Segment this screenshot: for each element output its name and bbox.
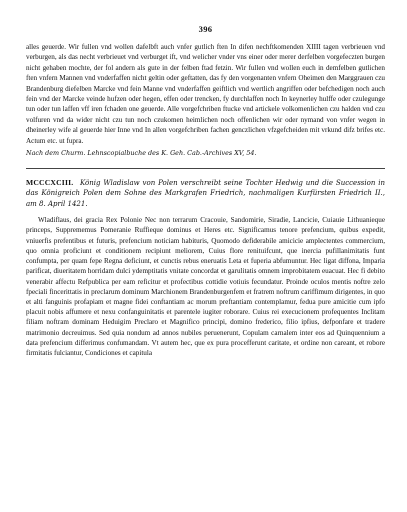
upper-text-paragraph: alles geuerde. Wir fullen vnd wollen dafelbft auch vnfer gutlich ften In difen nechftkomenden XIIII tagen verbrieuen vnd verburgen, als das necht verbrieuet vnd verburget ift, vnd welicher vnder vns einer oder merer derfelben vorgefeczten burgen nicht gehaben mochte, der fol andern als gute in der felben ftad fetzin. Wir fullen vnd wollen euch in demfelben gutlichen ften vnfern Mannen vnd vnderfaffen nicht geltin oder geftatten, das fy den vorgenanten vnfern Oheimen den Marggrauen czu Brandenburg diefelben Marcke vnd fein Manne vnd vnderfaffen geiftlich vnd wertlich angriffen oder befchedigen noch auch fein vnd der Marcke veinde hufzen oder hegen, effen oder trencken, fy durchlaffen noch In keynerley hulffe oder czulegunge tun oder tun laffen vff iren fchaden one geuerde. Alle vorgefchriben ftucke vnd artickele volkomenlichen czu halden vnd czu volfuren vnd da wider nicht czu tun noch czukomen heimlichen noch offenlichen wir oder nymand von vnfer wegen in dheinerley wife al geuerde hier Inne vnd In allen vorgefchriben fachen genczlichen vfzgefcheiden mit vrkund difz brifes etc. Actum etc. ut fupra. (26, 43, 385, 145)
document-title: König Wladislaw von Polen verschreibt seine Tochter Hedwig und die Succession in das Königreich Polen dem Sohne des Markgrafen Friedrich, nachmaligen Kurfürsten Friedrich II., am 8. April 1421. (26, 179, 385, 208)
document-number: MCCCXCIII. (26, 178, 74, 188)
document-body: Wladiflaus, dei gracia Rex Polonie Nec non terrarum Cracouie, Sandomirie, Siradie, Lancicie, Cuiauie Lithuanieque princeps, Supprememus Pomeranie Ruffieque dominus et Heres etc. Significamus tenore prefencium, quibus expedit, vniuerfis prefentibus et futuris, prefencium noticiam habituris, Quomodo defiderabile amicicie amplectentes commercium, quo omnia proficiunt et conditionem recipiunt meliorem, Cuius flore renituifcunt, que inercia pufillanimitatis funt confumpta, per quam fepe Regna deficiunt, et cunctis rebus eneruatis Leta et fuperia abfumuntur. Hec ligat diffona, Imparia parificat, diueritatem horridam dulci ydemptitatis vnitate concordat et garulitatis omnem improbitatem euacuat. Hec fi debito venerabir affectu Refpublica per eam reficitur et profectibus cottidie votiuis fecundatur. Proinde oculos mentis noftre zelo fpeciali fincerittatis in preclarum dominum Marchionem Brandenburgenfem et fratrem noftrum cariffimum dirigentes, in quo et alti fanguinis profapiam et magne fidei conftantiam ac morum preftantiam contemplamur, fedua pure amicitie cum ipfo placuit nobis affumere et nexu confanguinitatis et parentele iugiter roborare. Cuius rei execucionem profequentes Inclitam filiam noftram dominam Heduigim Preclaro et Magnifico principi, domino frederico, filio ipfius, defponfare et tradere matrimonio decreuimus. Sed quia nondum ad annos nubiles peruenerunt, Copulam carnalem inter eos ad Quinquennium a data prefencium differimus confumandam. Vt autem hec, que ex pura procefferunt caritate, et ordine non careant, et robore firmitatis fulciantur, Condiciones et capitula (26, 216, 385, 357)
document-heading (26, 178, 385, 209)
source-note: Nach dem Churm. Lehnscopialbuche des K. Geh. Cab.-Archives XV, 54. (26, 149, 257, 158)
section-divider (26, 168, 385, 169)
page-number: 396 (198, 24, 213, 34)
